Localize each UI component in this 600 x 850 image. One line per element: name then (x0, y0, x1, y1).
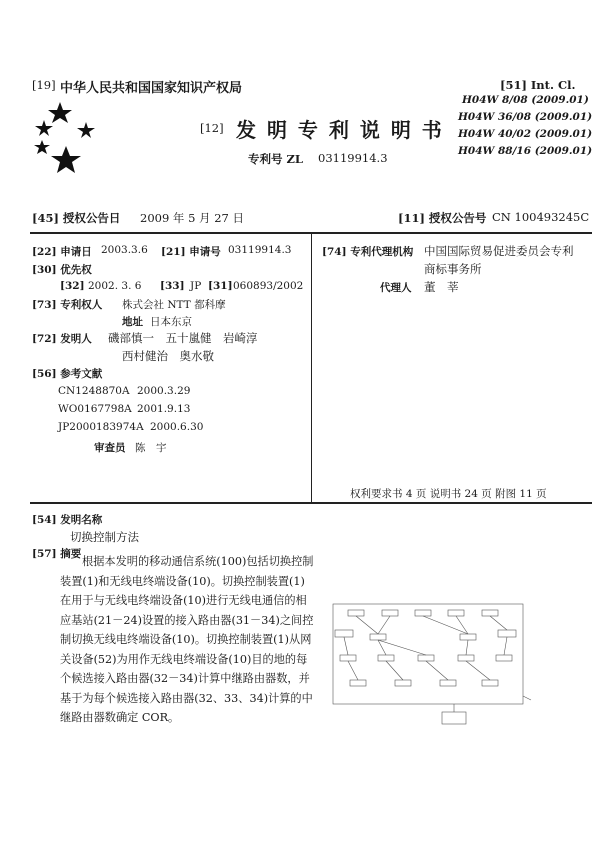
agency-label: [74] 专利代理机构 (322, 246, 414, 258)
abstract-figure (330, 600, 540, 734)
app-date-label: [22] 申请日 (32, 246, 92, 258)
address-label: 地址 (122, 316, 143, 328)
grant-date-label: [45] 授权公告日 (32, 211, 121, 225)
reference-date: 2000.6.30 (150, 421, 204, 433)
reference-number: JP2000183974A (58, 421, 144, 433)
column-divider (311, 234, 312, 502)
examiner-label: 审查员 (94, 442, 126, 454)
grant-date: 2009 年 5 月 27 日 (140, 211, 244, 225)
invention-title: 切换控制方法 (70, 530, 139, 544)
abstract-label: [57] 摘要 (32, 548, 82, 560)
reference-date: 2001.9.13 (137, 403, 191, 415)
grant-number-label: [11] 授权公告号 (398, 211, 487, 225)
ipc-class: H04W 88/16 (2009.01) (458, 145, 593, 157)
ipc-class: H04W 40/02 (2009.01) (458, 128, 593, 140)
office-name: 中华人民共和国国家知识产权局 (60, 81, 243, 96)
ipc-class: H04W 36/08 (2009.01) (458, 111, 593, 123)
priority-label: [30] 优先权 (32, 264, 92, 276)
ipc-label: [51] Int. Cl. (500, 78, 576, 92)
inventors-line-2: 西村健治 奥水敬 (122, 349, 214, 363)
abstract-text: 根据本发明的移动通信系统(100)包括切换控制装置(1)和无线电终端设备(10)。切换控制装置(1)在用于与无线电终端设备(10)进行无线电通信的相应基站(21－24)设置的接入路由器(31－34)之间控制切换无线电终端设备(10)。切换控制装置(1)从网关设备(52)为用作无线电终端设备(10)目的地的每个候选接入路由器(32－34)计算中继路由器数，并基于为每个候选接入路由器(32、33、34)计算的中继路由器数确定 COR。 (60, 555, 314, 724)
inventors-line-1: 磯部慎一 五十嵐健 岩崎淳 (108, 331, 258, 345)
priority-date-label: [32] (60, 280, 85, 292)
divider (30, 502, 592, 504)
agency-line-1: 中国国际贸易促进委员会专利 (424, 244, 574, 258)
reference-number: WO0167798A (58, 403, 132, 415)
sipo-logo-icon (28, 96, 123, 181)
office-number: [19] (32, 78, 56, 92)
patent-number-label: 专利号 ZL (248, 152, 303, 166)
patentee-label: [73] 专利权人 (32, 299, 103, 311)
title-label: [54] 发明名称 (32, 514, 103, 526)
ipc-class: H04W 8/08 (2009.01) (462, 94, 589, 106)
doc-type-title: 发 明 专 利 说 明 书 (236, 118, 444, 142)
app-number: 03119914.3 (228, 244, 292, 256)
priority-country-label: [33] (160, 280, 185, 292)
agency-line-2: 商标事务所 (424, 262, 482, 276)
references-label: [56] 参考文献 (32, 368, 103, 380)
priority-country: JP (190, 280, 202, 292)
agent-label: 代理人 (380, 282, 412, 294)
patentee: 株式会社 NTT 都科摩 (122, 299, 226, 311)
app-number-label: [21] 申请号 (161, 246, 221, 258)
grant-number: CN 100493245C (492, 210, 590, 224)
examiner: 陈 宇 (135, 442, 167, 454)
reference-date: 2000.3.29 (137, 385, 191, 397)
page-counts: 权利要求书 4 页 说明书 24 页 附图 11 页 (350, 488, 547, 500)
app-date: 2003.3.6 (101, 244, 148, 256)
priority-number-label: [31] (208, 280, 233, 292)
inventor-label: [72] 发明人 (32, 333, 92, 345)
reference-number: CN1248870A (58, 385, 130, 397)
doc-type-number: [12] (200, 121, 224, 135)
address: 日本东京 (150, 316, 192, 328)
priority-date: 2002. 3. 6 (88, 280, 142, 292)
priority-number: 060893/2002 (233, 280, 304, 292)
agent: 董 莘 (424, 280, 459, 294)
patent-number: 03119914.3 (318, 151, 388, 165)
